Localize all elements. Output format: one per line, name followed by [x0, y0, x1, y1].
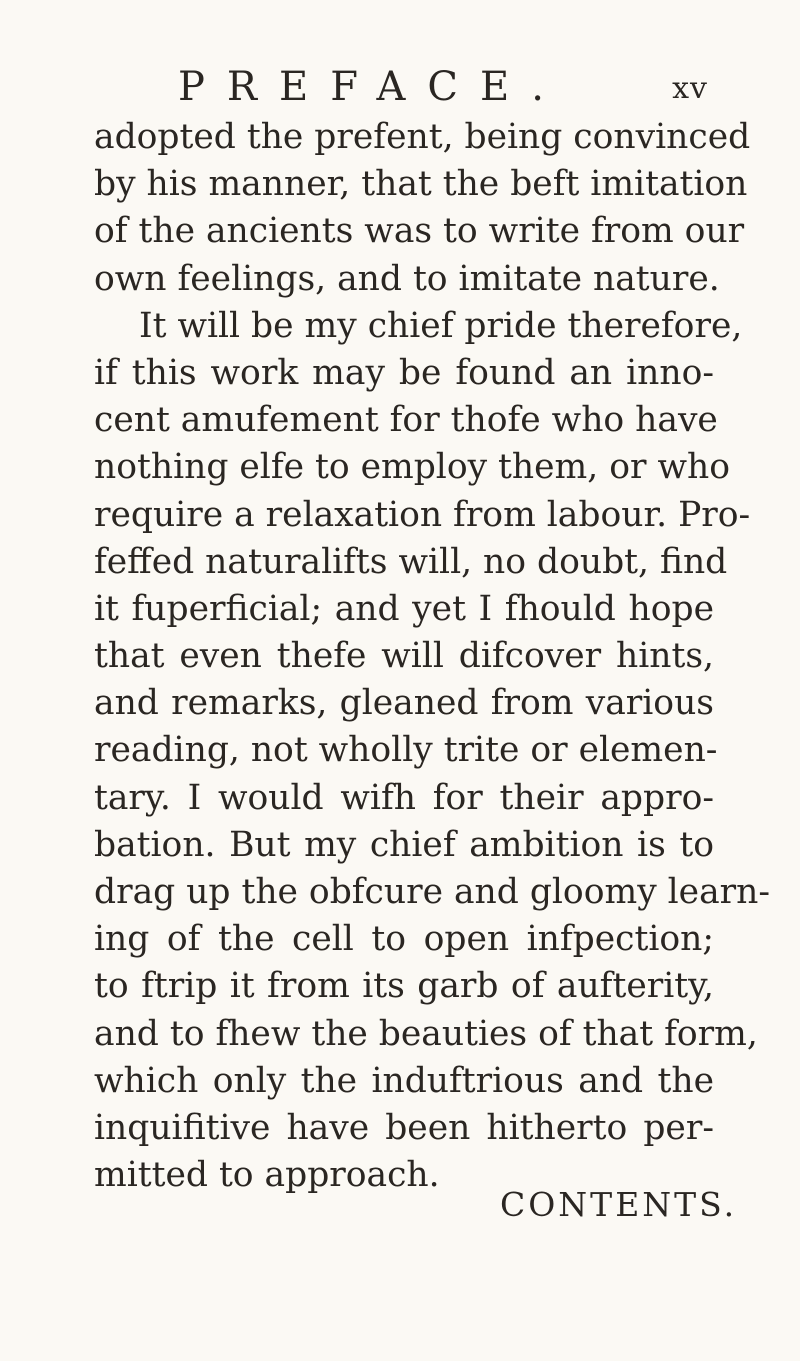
text-line: that even thefe will difcover hints,	[94, 636, 714, 677]
text-line: inquifitive have been hitherto per-	[94, 1107, 714, 1148]
text-line: if this work may be found an inno-	[94, 352, 714, 393]
text-line: of the ancients was to write from our	[94, 211, 745, 252]
text-line: nothing elfe to employ them, or who	[94, 447, 730, 488]
page-number: xv	[672, 71, 708, 106]
text-line: which only the induftrious and the	[94, 1060, 714, 1101]
text-line: by his manner, that the beft imitation	[94, 164, 748, 205]
text-line: to ftrip it from its garb of aufterity,	[94, 966, 714, 1007]
preface-text	[94, 114, 771, 1199]
running-head-title: PREFACE.	[178, 64, 566, 110]
text-line: mitted to approach.	[94, 1155, 440, 1196]
text-line: reading, not wholly trite or elemen-	[94, 730, 718, 771]
text-line: drag up the obfcure and gloomy learn-	[94, 872, 771, 912]
text-line: ing of the cell to open infpection;	[94, 919, 714, 960]
text-line: and remarks, gleaned from various	[94, 683, 714, 724]
text-line: cent amufement for thofe who have	[94, 400, 718, 441]
catchword: CONTENTS.	[500, 1185, 738, 1224]
text-line: feffed naturalifts will, no doubt, find	[94, 541, 728, 582]
text-line: bation. But my chief ambition is to	[94, 824, 714, 865]
text-line: it fuperficial; and yet I fhould hope	[94, 588, 714, 629]
text-line: and to fhew the beauties of that form,	[94, 1013, 758, 1054]
text-line: own feelings, and to imitate nature.	[94, 258, 720, 299]
text-line: tary. I would wifh for their appro-	[94, 777, 714, 818]
text-line: adopted the prefent, being convinced	[94, 117, 751, 157]
text-line: It will be my chief pride therefore,	[139, 305, 743, 346]
text-line: require a relaxation from labour. Pro-	[94, 494, 751, 535]
running-head	[178, 62, 708, 112]
